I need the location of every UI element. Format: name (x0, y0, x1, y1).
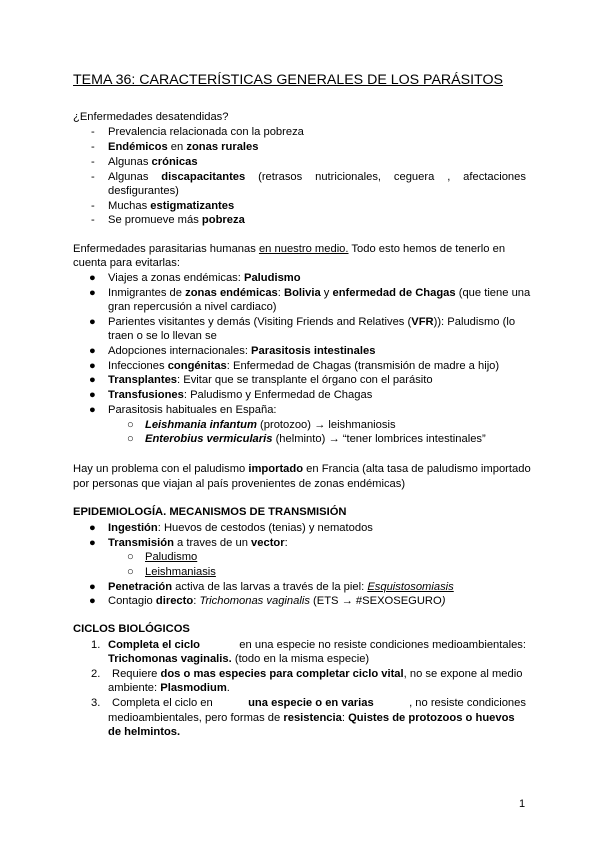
list-item: Requiere dos o mas especies para completar ciclo vital, no se expone al medio (112, 668, 523, 680)
dot-bullet: ● (89, 581, 96, 593)
list-item-continuation: traen o se lo llevan se (108, 330, 217, 342)
page-title: TEMA 36: CARACTERÍSTICAS GENERALES DE LOS PARÁSITOS (73, 72, 503, 88)
list-item: Inmigrantes de zonas endémicas: Bolivia y enfermedad de Chagas (que tiene una (108, 287, 531, 299)
paragraph-line: Enfermedades parasitarias humanas en nuestro medio. Todo esto hemos de tenerlo en (73, 243, 506, 255)
list-item: Parientes visitantes y demás (Visiting Friends and Relatives (VFR)): Paludismo (lo (108, 316, 516, 328)
list-item: Algunas discapacitantes (retrasos nutricionales, ceguera , afectaciones (108, 171, 526, 183)
list-item: Endémicos en zonas rurales (108, 141, 259, 153)
list-number: 3. (91, 697, 101, 709)
list-item: Viajes a zonas endémicas: Paludismo (108, 272, 301, 284)
dash-bullet: - (91, 171, 95, 183)
dot-bullet: ● (89, 389, 96, 401)
circle-bullet: ○ (127, 551, 134, 563)
dot-bullet: ● (89, 522, 96, 534)
dot-bullet: ● (89, 374, 96, 386)
paragraph-line: cuenta para evitarlas: (73, 257, 180, 269)
list-item: Completa el ciclo en una especie o en varias , no resiste condiciones (112, 697, 526, 709)
list-item: Prevalencia relacionada con la pobreza (108, 126, 304, 138)
list-item: Transfusiones: Paludismo y Enfermedad de Chagas (108, 389, 373, 401)
dot-bullet: ● (89, 272, 96, 284)
list-item: Infecciones congénitas: Enfermedad de Chagas (transmisión de madre a hijo) (108, 360, 500, 372)
paragraph-line: Hay un problema con el paludismo importado en Francia (alta tasa de paludismo importado (73, 463, 531, 475)
list-item-continuation: gran repercusión a nivel cardiaco) (108, 301, 277, 313)
list-item-continuation: medioambientales, pero formas de resistencia: Quistes de protozoos o huevos (108, 712, 515, 724)
dash-bullet: - (91, 156, 95, 168)
paragraph-line: por personas que viajan al país provenientes de zonas endémicas) (73, 478, 406, 490)
list-item: Contagio directo: Trichomonas vaginalis (ETS → #SEXOSEGURO) (108, 595, 446, 607)
dash-bullet: - (91, 214, 95, 226)
dash-bullet: - (91, 126, 95, 138)
sub-list-item: Paludismo (145, 551, 198, 563)
dash-bullet: - (91, 141, 95, 153)
list-item: Algunas crónicas (108, 156, 198, 168)
dot-bullet: ● (89, 537, 96, 549)
list-number: 1. (91, 639, 101, 651)
circle-bullet: ○ (127, 433, 134, 445)
dot-bullet: ● (89, 360, 96, 372)
dot-bullet: ● (89, 345, 96, 357)
page-number: 1 (519, 798, 526, 810)
sub-list-item: Enterobius vermicularis (helminto) → “tener lombrices intestinales” (145, 433, 486, 445)
dot-bullet: ● (89, 287, 96, 299)
list-item: Se promueve más pobreza (108, 214, 245, 226)
section-heading-epidemiologia: EPIDEMIOLOGÍA. MECANISMOS DE TRANSMISIÓN (73, 506, 347, 518)
list-item: Ingestión: Huevos de cestodos (tenias) y nematodos (108, 522, 373, 534)
list-item: Parasitosis habituales en España: (108, 404, 277, 416)
list-item-continuation: desfigurantes) (108, 185, 179, 197)
list-item-continuation: Trichomonas vaginalis. (todo en la misma especie) (108, 653, 370, 665)
sub-list-item: Leishmania infantum (protozoo) → leishmaniosis (145, 419, 396, 431)
circle-bullet: ○ (127, 566, 134, 578)
section-heading-ciclos: CICLOS BIOLÓGICOS (73, 623, 190, 635)
question-heading: ¿Enfermedades desatendidas? (73, 111, 229, 123)
list-item: Transmisión a traves de un vector: (108, 537, 288, 549)
sub-list-item: Leishmaniasis (145, 566, 216, 578)
list-item: Muchas estigmatizantes (108, 200, 235, 212)
list-item: Transplantes: Evitar que se transplante el órgano con el parásito (108, 374, 433, 386)
list-item: Adopciones internacionales: Parasitosis intestinales (108, 345, 376, 357)
list-item: Completa el ciclo en una especie no resiste condiciones medioambientales: (108, 639, 526, 651)
dash-bullet: - (91, 200, 95, 212)
list-item-continuation: de helmintos. (108, 726, 181, 738)
dot-bullet: ● (89, 316, 96, 328)
circle-bullet: ○ (127, 419, 134, 431)
list-number: 2. (91, 668, 101, 680)
list-item: Penetración activa de las larvas a través de la piel: Esquistosomiasis (108, 581, 454, 593)
dot-bullet: ● (89, 595, 96, 607)
list-item-continuation: ambiente: Plasmodium. (108, 682, 230, 694)
dot-bullet: ● (89, 404, 96, 416)
